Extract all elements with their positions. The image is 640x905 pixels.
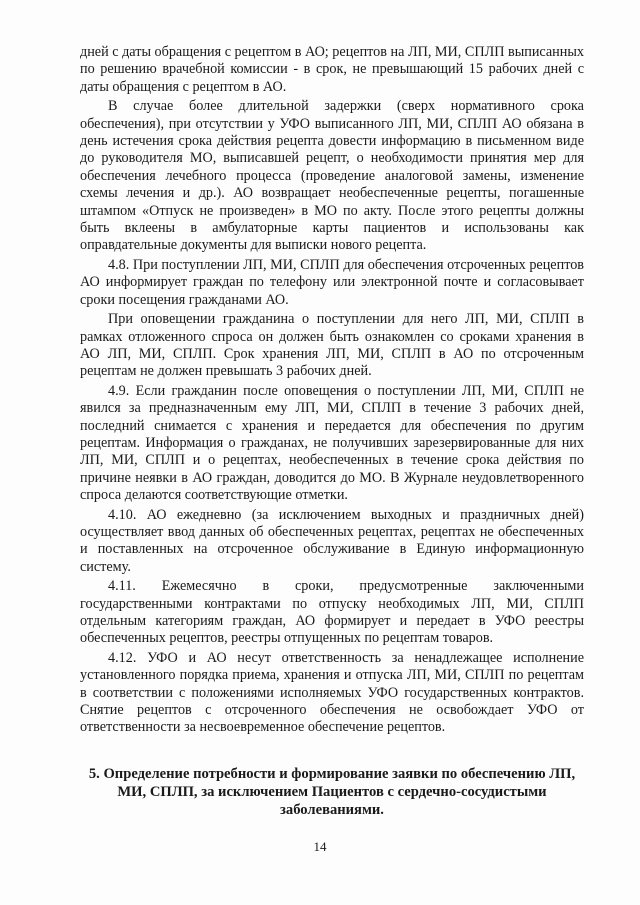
page-number: 14 [313,839,327,854]
paragraph-continuation: дней с даты обращения с рецептом в АО; рецептов на ЛП, МИ, СПЛП выписанных по решению врачебной комиссии - в срок, не превышающий 15 рабочих дней с даты обращения с рецептом в АО. [80,44,584,95]
paragraph-notify: При оповещении гражданина о поступлении для него ЛП, МИ, СПЛП в рамках отложенного спроса он должен быть ознакомлен со сроками хранения в АО ЛП, МИ, СПЛП. Срок хранения ЛП, МИ, СПЛП в АО по отсроченным рецептам не должен превышать 3 рабочих дней. [80,311,584,380]
paragraph-4-11: 4.11. Ежемесячно в сроки, предусмотренные заключенными государственными контрактами по отпуску необходимых ЛП, МИ, СПЛП отдельным категориям граждан, АО формирует и передает в УФО реестры обеспеченных рецептов, реестры отпущенных по рецептам товаров. [80,578,584,647]
paragraph-4-10: 4.10. АО ежедневно (за исключением выходных и праздничных дней) осуществляет ввод данных об обеспеченных рецептах, рецептах не обеспеченных и поставленных на отсроченное обслуживание в Единую информационную систему. [80,506,584,575]
body-text [80,44,584,737]
section-heading: 5. Определение потребности и формирование заявки по обеспечению ЛП, МИ, СПЛП, за исключением Пациентов с сердечно-сосудистыми заболеваниями. [88,765,576,818]
paragraph-4-12: 4.12. УФО и АО несут ответственность за ненадлежащее исполнение установленного порядка приема, хранения и отпуска ЛП, МИ, СПЛП по рецептам в соответствии с положениями исполняемых УФО государственных контрактов. Снятие рецептов с отсроченного обеспечения не освобождает УФО от ответственности за несвоевременное обеспечение рецептов. [80,649,584,736]
paragraph-delay: В случае более длительной задержки (сверх нормативного срока обеспечения), при отсутствии у УФО выписанного ЛП, МИ, СПЛП АО обязана в день истечения срока действия рецепта довести информацию в письменном виде до руководителя МО, выписавшей рецепт, о необходимости принятия мер для обеспечения лечебного процесса (проведение аналоговой замены, изменение схемы лечения и др.). АО возвращает необеспеченные рецепты, погашенные штампом «Отпуск не произведен» в МО по акту. После этого рецепты должны быть вклеены в амбулаторные карты пациентов и использованы как оправдательные документы для выписки нового рецепта. [80,98,584,254]
paragraph-4-8: 4.8. При поступлении ЛП, МИ, СПЛП для обеспечения отсроченных рецептов АО информирует граждан по телефону или электронной почте и согласовывает сроки посещения гражданами АО. [80,256,584,308]
paragraph-4-9: 4.9. Если гражданин после оповещения о поступлении ЛП, МИ, СПЛП не явился за предназначенным ему ЛП, МИ, СПЛП в течение 3 рабочих дней, последний снимается с хранения и передается для обеспечения по другим рецептам. Информация о гражданах, не получивших зарезервированные для них ЛП, МИ, СПЛП и о рецептах, необеспеченных в течение срока действия по причине неявки в АО граждан, доводится до МО. В Журнале неудовлетворенного спроса делаются соответствующие отметки. [80,382,584,504]
